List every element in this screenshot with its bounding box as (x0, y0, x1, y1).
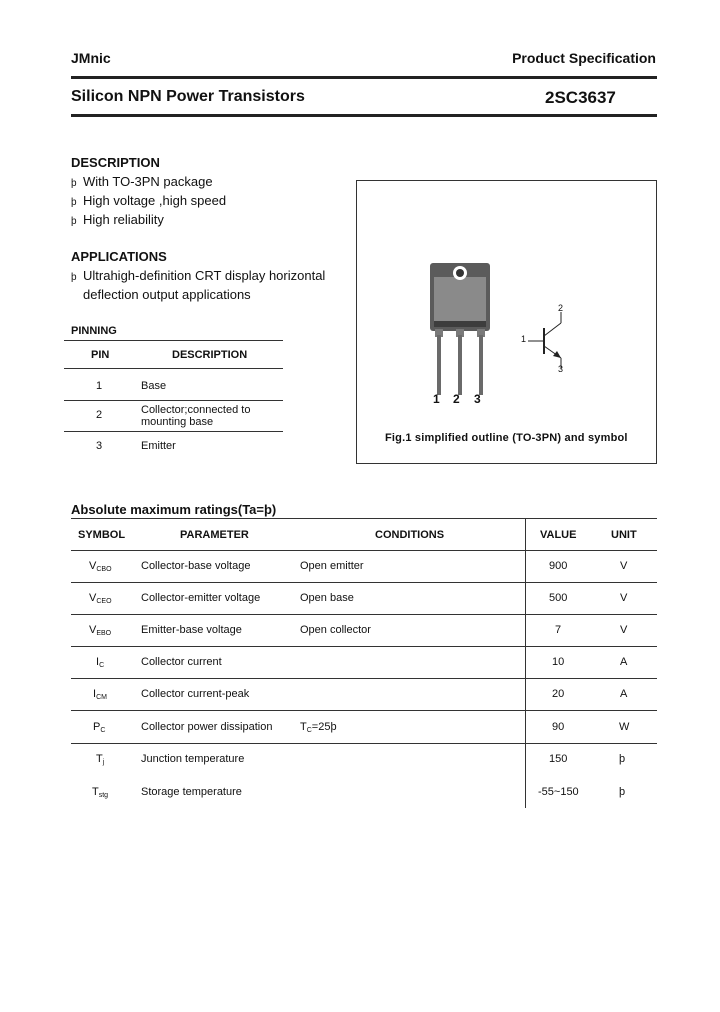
ratings-col-conditions: CONDITIONS (375, 529, 445, 541)
doc-type: Product Specification (512, 50, 656, 66)
rating-parameter: Storage temperature (141, 786, 242, 798)
pin-description: Base (141, 380, 167, 392)
npn-transistor-symbol (528, 312, 578, 368)
pin-description: Emitter (141, 440, 176, 452)
description-item: þ High voltage ,high speed (71, 193, 227, 208)
lead-label: 3 (474, 392, 481, 406)
symbol-collector-label: 2 (558, 303, 564, 313)
pinning-col-pin: PIN (91, 349, 110, 361)
rating-condition: Open base (300, 592, 354, 604)
rating-value: 20 (552, 688, 565, 700)
rating-symbol: $I_C$ (96, 656, 105, 669)
pinning-col-description: DESCRIPTION (172, 349, 248, 361)
ratings-row-divider (71, 710, 657, 711)
rating-condition: Open emitter (300, 560, 364, 572)
pin-number: 2 (96, 409, 103, 421)
pinning-heading: PINNING (71, 325, 117, 337)
rating-unit: V (620, 624, 628, 636)
rating-parameter: Collector current-peak (141, 688, 250, 700)
rating-symbol: $T_{stg}$ (92, 786, 109, 799)
bullet-icon: þ (71, 197, 77, 208)
pinning-rule-top (64, 340, 283, 341)
lead-3 (479, 335, 483, 395)
rating-value: 7 (555, 624, 562, 636)
applications-item-continued: deflection output applications (83, 287, 251, 302)
ratings-row-divider (71, 646, 657, 647)
pinning-rule-head (64, 368, 283, 369)
lead-2 (458, 335, 462, 395)
to3pn-package-outline (420, 255, 500, 405)
ratings-col-parameter: PARAMETER (180, 529, 249, 541)
rating-unit: þ (619, 753, 626, 765)
bullet-icon: þ (71, 178, 77, 189)
rating-condition: $T_C=25þ$ (300, 721, 337, 734)
rating-value: 10 (552, 656, 565, 668)
rating-unit: V (620, 560, 628, 572)
ratings-col-separator (525, 518, 526, 808)
pin-number: 1 (96, 380, 103, 392)
bullet-icon: þ (71, 272, 77, 283)
company-name: JMnic (71, 50, 111, 66)
ratings-col-symbol: SYMBOL (78, 529, 126, 541)
symbol-emitter-label: 3 (558, 364, 564, 374)
rating-unit: W (619, 721, 630, 733)
lead-label: 2 (453, 392, 460, 406)
rating-unit: V (620, 592, 628, 604)
rating-symbol: $T_j$ (96, 753, 105, 766)
applications-heading: APPLICATIONS (71, 249, 167, 264)
applications-item: þ Ultrahigh-definition CRT display horizontal (71, 268, 326, 283)
lead-1 (437, 335, 441, 395)
description-item: þ High reliability (71, 212, 164, 227)
figure-box (356, 180, 657, 464)
pin-number: 3 (96, 440, 103, 452)
rating-unit: A (620, 656, 628, 668)
part-number: 2SC3637 (545, 88, 616, 107)
rating-value: 500 (549, 592, 568, 604)
rating-symbol: $P_C$ (93, 721, 106, 734)
rating-parameter: Emitter-base voltage (141, 624, 242, 636)
ratings-rule-top (71, 518, 657, 519)
ratings-row-divider (71, 614, 657, 615)
header-rule (71, 76, 657, 79)
lead-label: 1 (433, 392, 440, 406)
rating-parameter: Collector power dissipation (141, 721, 273, 733)
page-title: Silicon NPN Power Transistors (71, 88, 305, 105)
ratings-row-divider (71, 743, 657, 744)
pin-description-cont: mounting base (141, 416, 214, 428)
rating-value: -55~150 (538, 786, 579, 798)
rating-unit: þ (619, 786, 626, 798)
ratings-heading: Absolute maximum ratings(Ta=þ) (71, 502, 277, 517)
rating-symbol: $V_{EBO}$ (89, 624, 112, 637)
rating-parameter: Collector current (141, 656, 222, 668)
rating-symbol: $V_{CBO}$ (89, 560, 112, 573)
symbol-base-label: 1 (521, 334, 527, 344)
rating-value: 150 (549, 753, 568, 765)
rating-parameter: Junction temperature (141, 753, 245, 765)
rating-parameter: Collector-emitter voltage (141, 592, 261, 604)
rating-symbol: $V_{CEO}$ (89, 592, 112, 605)
pinning-row-divider (64, 400, 283, 401)
title-rule (71, 114, 657, 117)
description-heading: DESCRIPTION (71, 155, 160, 170)
ratings-row-divider (71, 678, 657, 679)
description-item: þ With TO-3PN package (71, 174, 213, 189)
rating-unit: A (620, 688, 628, 700)
ratings-row-divider (71, 582, 657, 583)
package-face (434, 277, 486, 327)
rating-parameter: Collector-base voltage (141, 560, 251, 572)
bullet-icon: þ (71, 216, 77, 227)
ratings-col-unit: UNIT (611, 529, 637, 541)
rating-value: 900 (549, 560, 568, 572)
pin-description: Collector;connected to (141, 404, 251, 416)
rating-symbol: $I_{CM}$ (93, 688, 107, 701)
ratings-rule-head (71, 550, 657, 551)
pinning-row-divider (64, 431, 283, 432)
figure-caption: Fig.1 simplified outline (TO-3PN) and symbol (385, 432, 628, 444)
rating-value: 90 (552, 721, 565, 733)
rating-condition: Open collector (300, 624, 371, 636)
ratings-col-value: VALUE (540, 529, 577, 541)
